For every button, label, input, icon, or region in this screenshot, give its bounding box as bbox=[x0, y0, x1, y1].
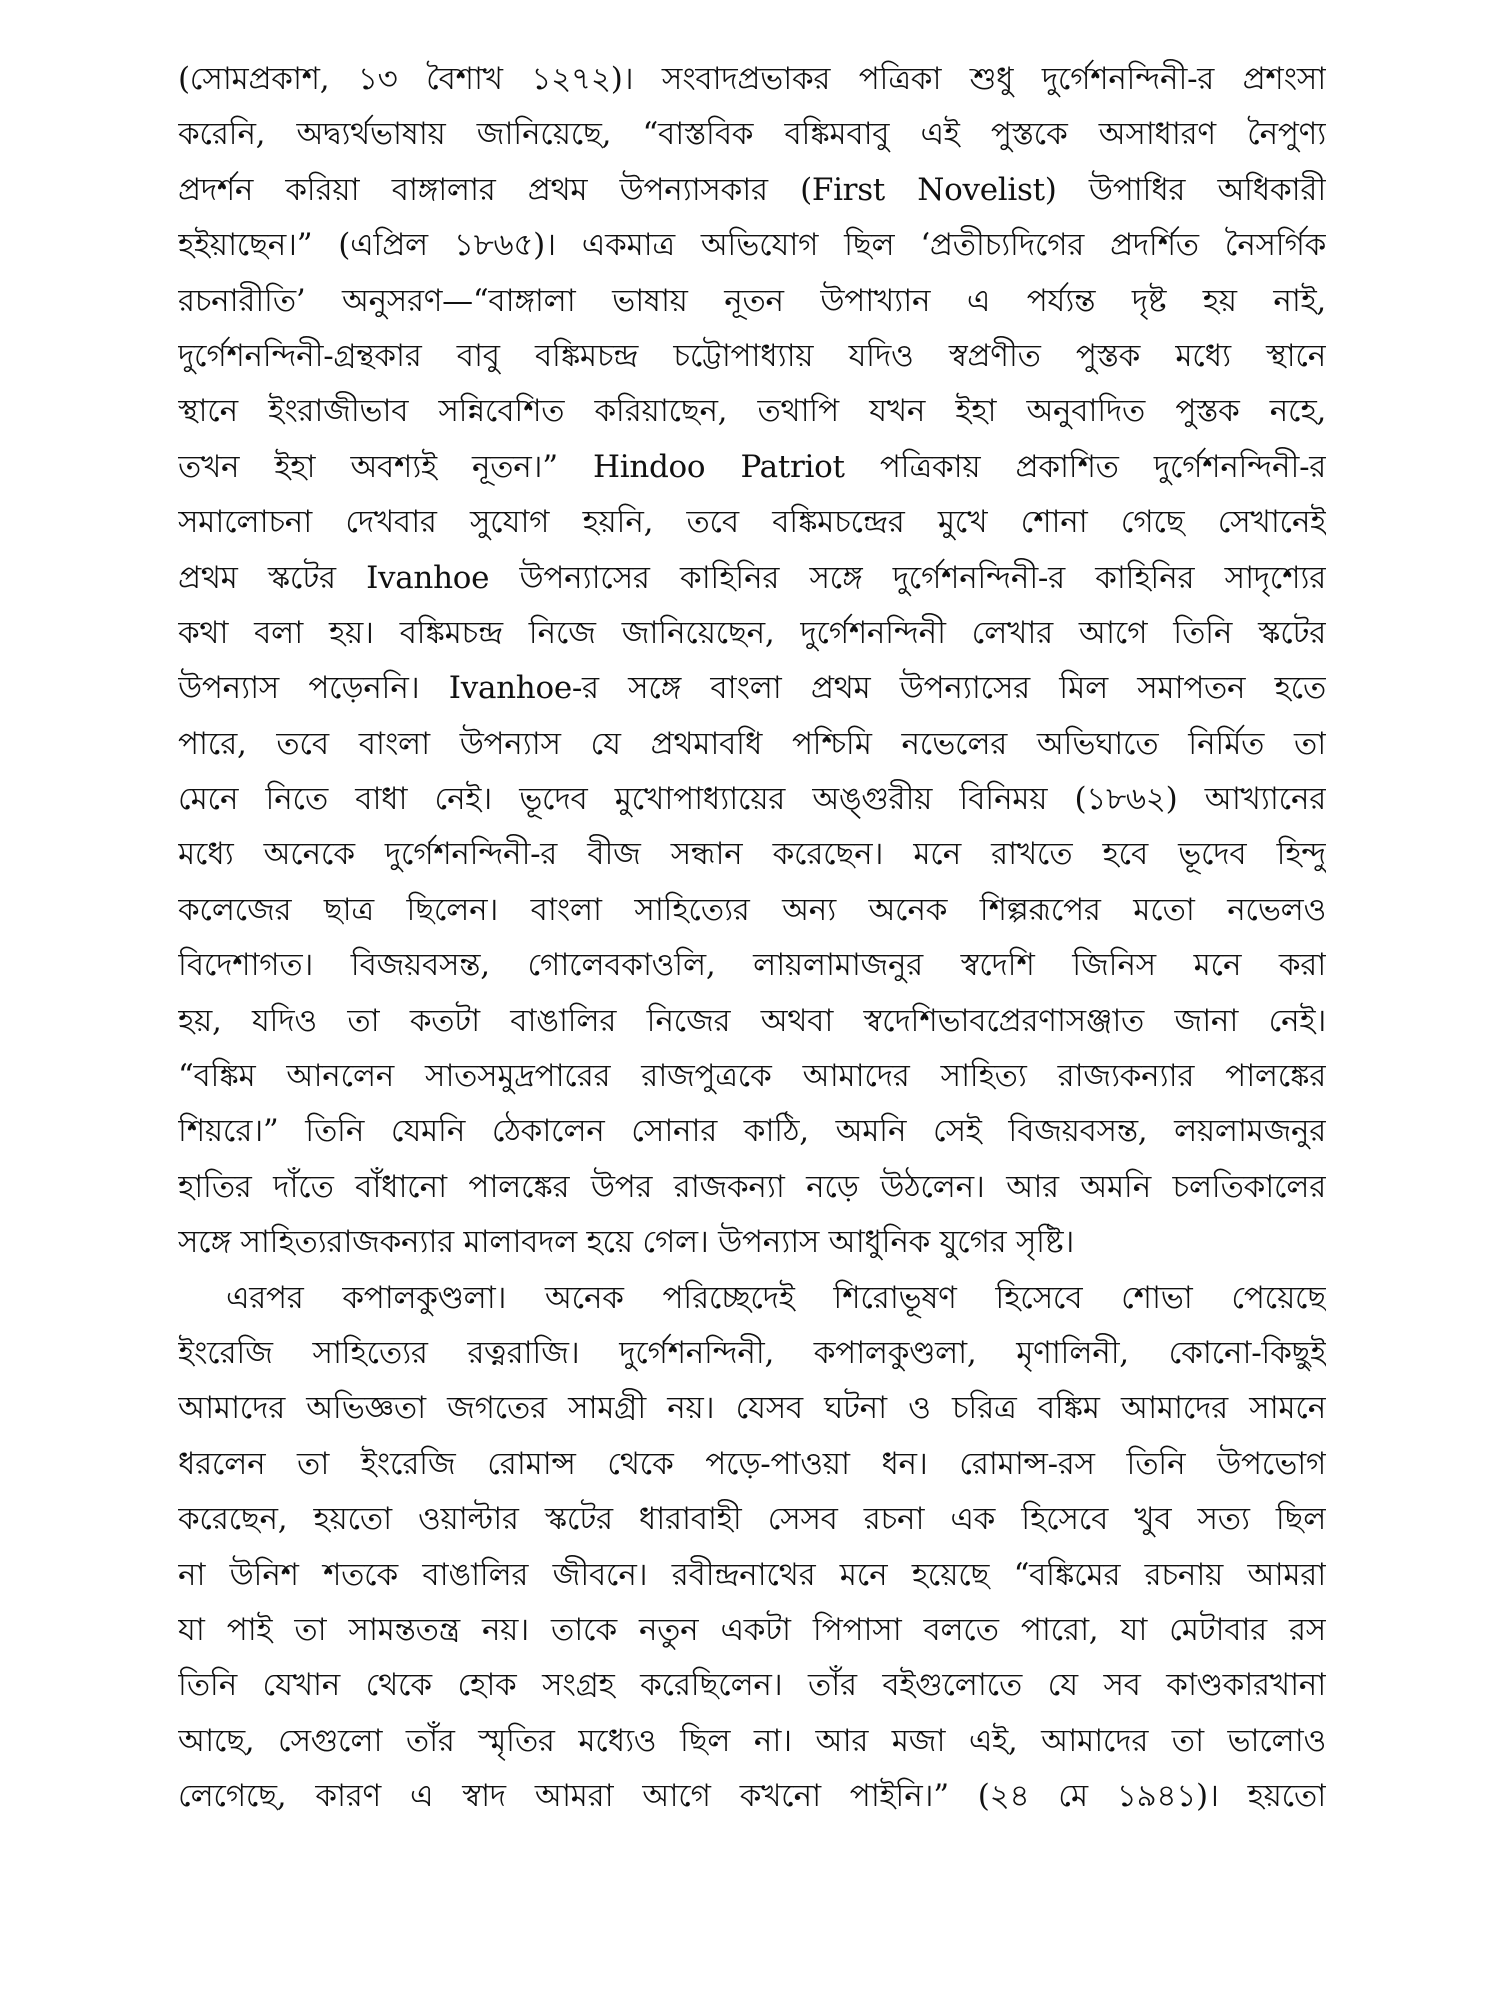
text-line: ইংরেজি সাহিত্যের রত্নরাজি। দুর্গেশনন্দিনী, কপালকুণ্ডলা, মৃণালিনী, কোনো-কিছুই bbox=[178, 1334, 1326, 1371]
text-line: আছে, সেগুলো তাঁর স্মৃতির মধ্যেও ছিল না। আর মজা এই, আমাদের তা ভালোও bbox=[178, 1722, 1326, 1759]
text-line: করেছেন, হয়তো ওয়াল্টার স্কটের ধারাবাহী সেসব রচনা এক হিসেবে খুব সত্য ছিল bbox=[178, 1501, 1326, 1538]
text-line: যা পাই তা সামন্ততন্ত্র নয়। তাকে নতুন একটা পিপাসা বলতে পারো, যা মেটাবার রস bbox=[178, 1611, 1326, 1648]
text-line: ধরলেন তা ইংরেজি রোমান্স থেকে পড়ে-পাওয়া ধন। রোমান্স-রস তিনি উপভোগ bbox=[178, 1445, 1326, 1482]
paragraph-1 bbox=[178, 52, 1326, 1271]
text-line: প্রথম স্কটের Ivanhoe উপন্যাসের কাহিনির সঙ্গে দুর্গেশনন্দিনী-র কাহিনির সাদৃশ্যের bbox=[178, 559, 1326, 596]
text-line: মেনে নিতে বাধা নেই। ভূদেব মুখোপাধ্যায়ের অঙ্গুরীয় বিনিময় (১৮৬২) আখ্যানের bbox=[178, 781, 1326, 818]
text-line: উপন্যাস পড়েননি। Ivanhoe-র সঙ্গে বাংলা প্রথম উপন্যাসের মিল সমাপতন হতে bbox=[178, 670, 1326, 707]
text-line: প্রদর্শন করিয়া বাঙ্গালার প্রথম উপন্যাসকার (First Novelist) উপাধির অধিকারী bbox=[178, 171, 1326, 208]
text-line: কথা বলা হয়। বঙ্কিমচন্দ্র নিজে জানিয়েছেন, দুর্গেশনন্দিনী লেখার আগে তিনি স্কটের bbox=[178, 614, 1326, 651]
text-line: রচনারীতি’ অনুসরণ—“বাঙ্গালা ভাষায় নূতন উপাখ্যান এ পর্য্যন্ত দৃষ্ট হয় নাই, bbox=[178, 282, 1326, 319]
text-line: সঙ্গে সাহিত্যরাজকন্যার মালাবদল হয়ে গেল। উপন্যাস আধুনিক যুগের সৃষ্টি। bbox=[178, 1224, 1075, 1261]
text-line: দুর্গেশনন্দিনী-গ্রন্থকার বাবু বঙ্কিমচন্দ্র চট্টোপাধ্যায় যদিও স্বপ্রণীত পুস্তক মধ্যে স্থানে bbox=[178, 337, 1326, 374]
text-line: “বঙ্কিম আনলেন সাতসমুদ্রপারের রাজপুত্রকে আমাদের সাহিত্য রাজ্যকন্যার পালঙ্কের bbox=[178, 1058, 1326, 1095]
document-page bbox=[178, 52, 1326, 1825]
text-line: হাতির দাঁতে বাঁধানো পালঙ্কের উপর রাজকন্যা নড়ে উঠলেন। আর অমনি চলতিকালের bbox=[178, 1168, 1326, 1205]
text-line: সমালোচনা দেখবার সুযোগ হয়নি, তবে বঙ্কিমচন্দ্রের মুখে শোনা গেছে সেখানেই bbox=[178, 504, 1326, 541]
text-line: হইয়াছেন।” (এপ্রিল ১৮৬৫)। একমাত্র অভিযোগ ছিল ‘প্রতীচ্যদিগের প্রদর্শিত নৈসর্গিক bbox=[178, 227, 1326, 264]
text-line: কলেজের ছাত্র ছিলেন। বাংলা সাহিত্যের অন্য অনেক শিল্পরূপের মতো নভেলও bbox=[178, 891, 1326, 928]
text-line: বিদেশাগত। বিজয়বসন্ত, গোলেবকাওলি, লায়লামাজনুর স্বদেশি জিনিস মনে করা bbox=[178, 947, 1326, 984]
text-line: পারে, তবে বাংলা উপন্যাস যে প্রথমাবধি পশ্চিমি নভেলের অভিঘাতে নির্মিত তা bbox=[178, 725, 1326, 762]
text-line: হয়, যদিও তা কতটা বাঙালির নিজের অথবা স্বদেশিভাবপ্রেরণাসঞ্জাত জানা নেই। bbox=[178, 1002, 1326, 1039]
text-line: (সোমপ্রকাশ, ১৩ বৈশাখ ১২৭২)। সংবাদপ্রভাকর পত্রিকা শুধু দুর্গেশনন্দিনী-র প্রশংসা bbox=[178, 61, 1326, 97]
text-line: মধ্যে অনেকে দুর্গেশনন্দিনী-র বীজ সন্ধান করেছেন। মনে রাখতে হবে ভূদেব হিন্দু bbox=[178, 836, 1326, 873]
text-line: করেনি, অদ্ব্যর্থভাষায় জানিয়েছে, “বাস্তবিক বঙ্কিমবাবু এই পুস্তকে অসাধারণ নৈপুণ্য bbox=[178, 116, 1326, 153]
text-line: না উনিশ শতকে বাঙালির জীবনে। রবীন্দ্রনাথের মনে হয়েছে “বঙ্কিমের রচনায় আমরা bbox=[178, 1556, 1326, 1593]
text-line: এরপর কপালকুণ্ডলা। অনেক পরিচ্ছেদেই শিরোভূষণ হিসেবে শোভা পেয়েছে bbox=[226, 1279, 1326, 1316]
text-line: তখন ইহা অবশ্যই নূতন।” Hindoo Patriot পত্রিকায় প্রকাশিত দুর্গেশনন্দিনী-র bbox=[178, 448, 1326, 485]
text-line: শিয়রে।” তিনি যেমনি ঠেকালেন সোনার কাঠি, অমনি সেই বিজয়বসন্ত, লয়লামজনুর bbox=[178, 1113, 1326, 1150]
paragraph-2 bbox=[178, 1271, 1326, 1825]
text-line: তিনি যেখান থেকে হোক সংগ্রহ করেছিলেন। তাঁর বইগুলোতে যে সব কাণ্ডকারখানা bbox=[178, 1667, 1326, 1704]
text-line: লেগেছে, কারণ এ স্বাদ আমরা আগে কখনো পাইনি।” (২৪ মে ১৯৪১)। হয়তো bbox=[178, 1778, 1326, 1815]
text-line: আমাদের অভিজ্ঞতা জগতের সামগ্রী নয়। যেসব ঘটনা ও চরিত্র বঙ্কিম আমাদের সামনে bbox=[178, 1390, 1326, 1427]
text-line: স্থানে ইংরাজীভাব সন্নিবেশিত করিয়াছেন, তথাপি যখন ইহা অনুবাদিত পুস্তক নহে, bbox=[178, 393, 1326, 430]
